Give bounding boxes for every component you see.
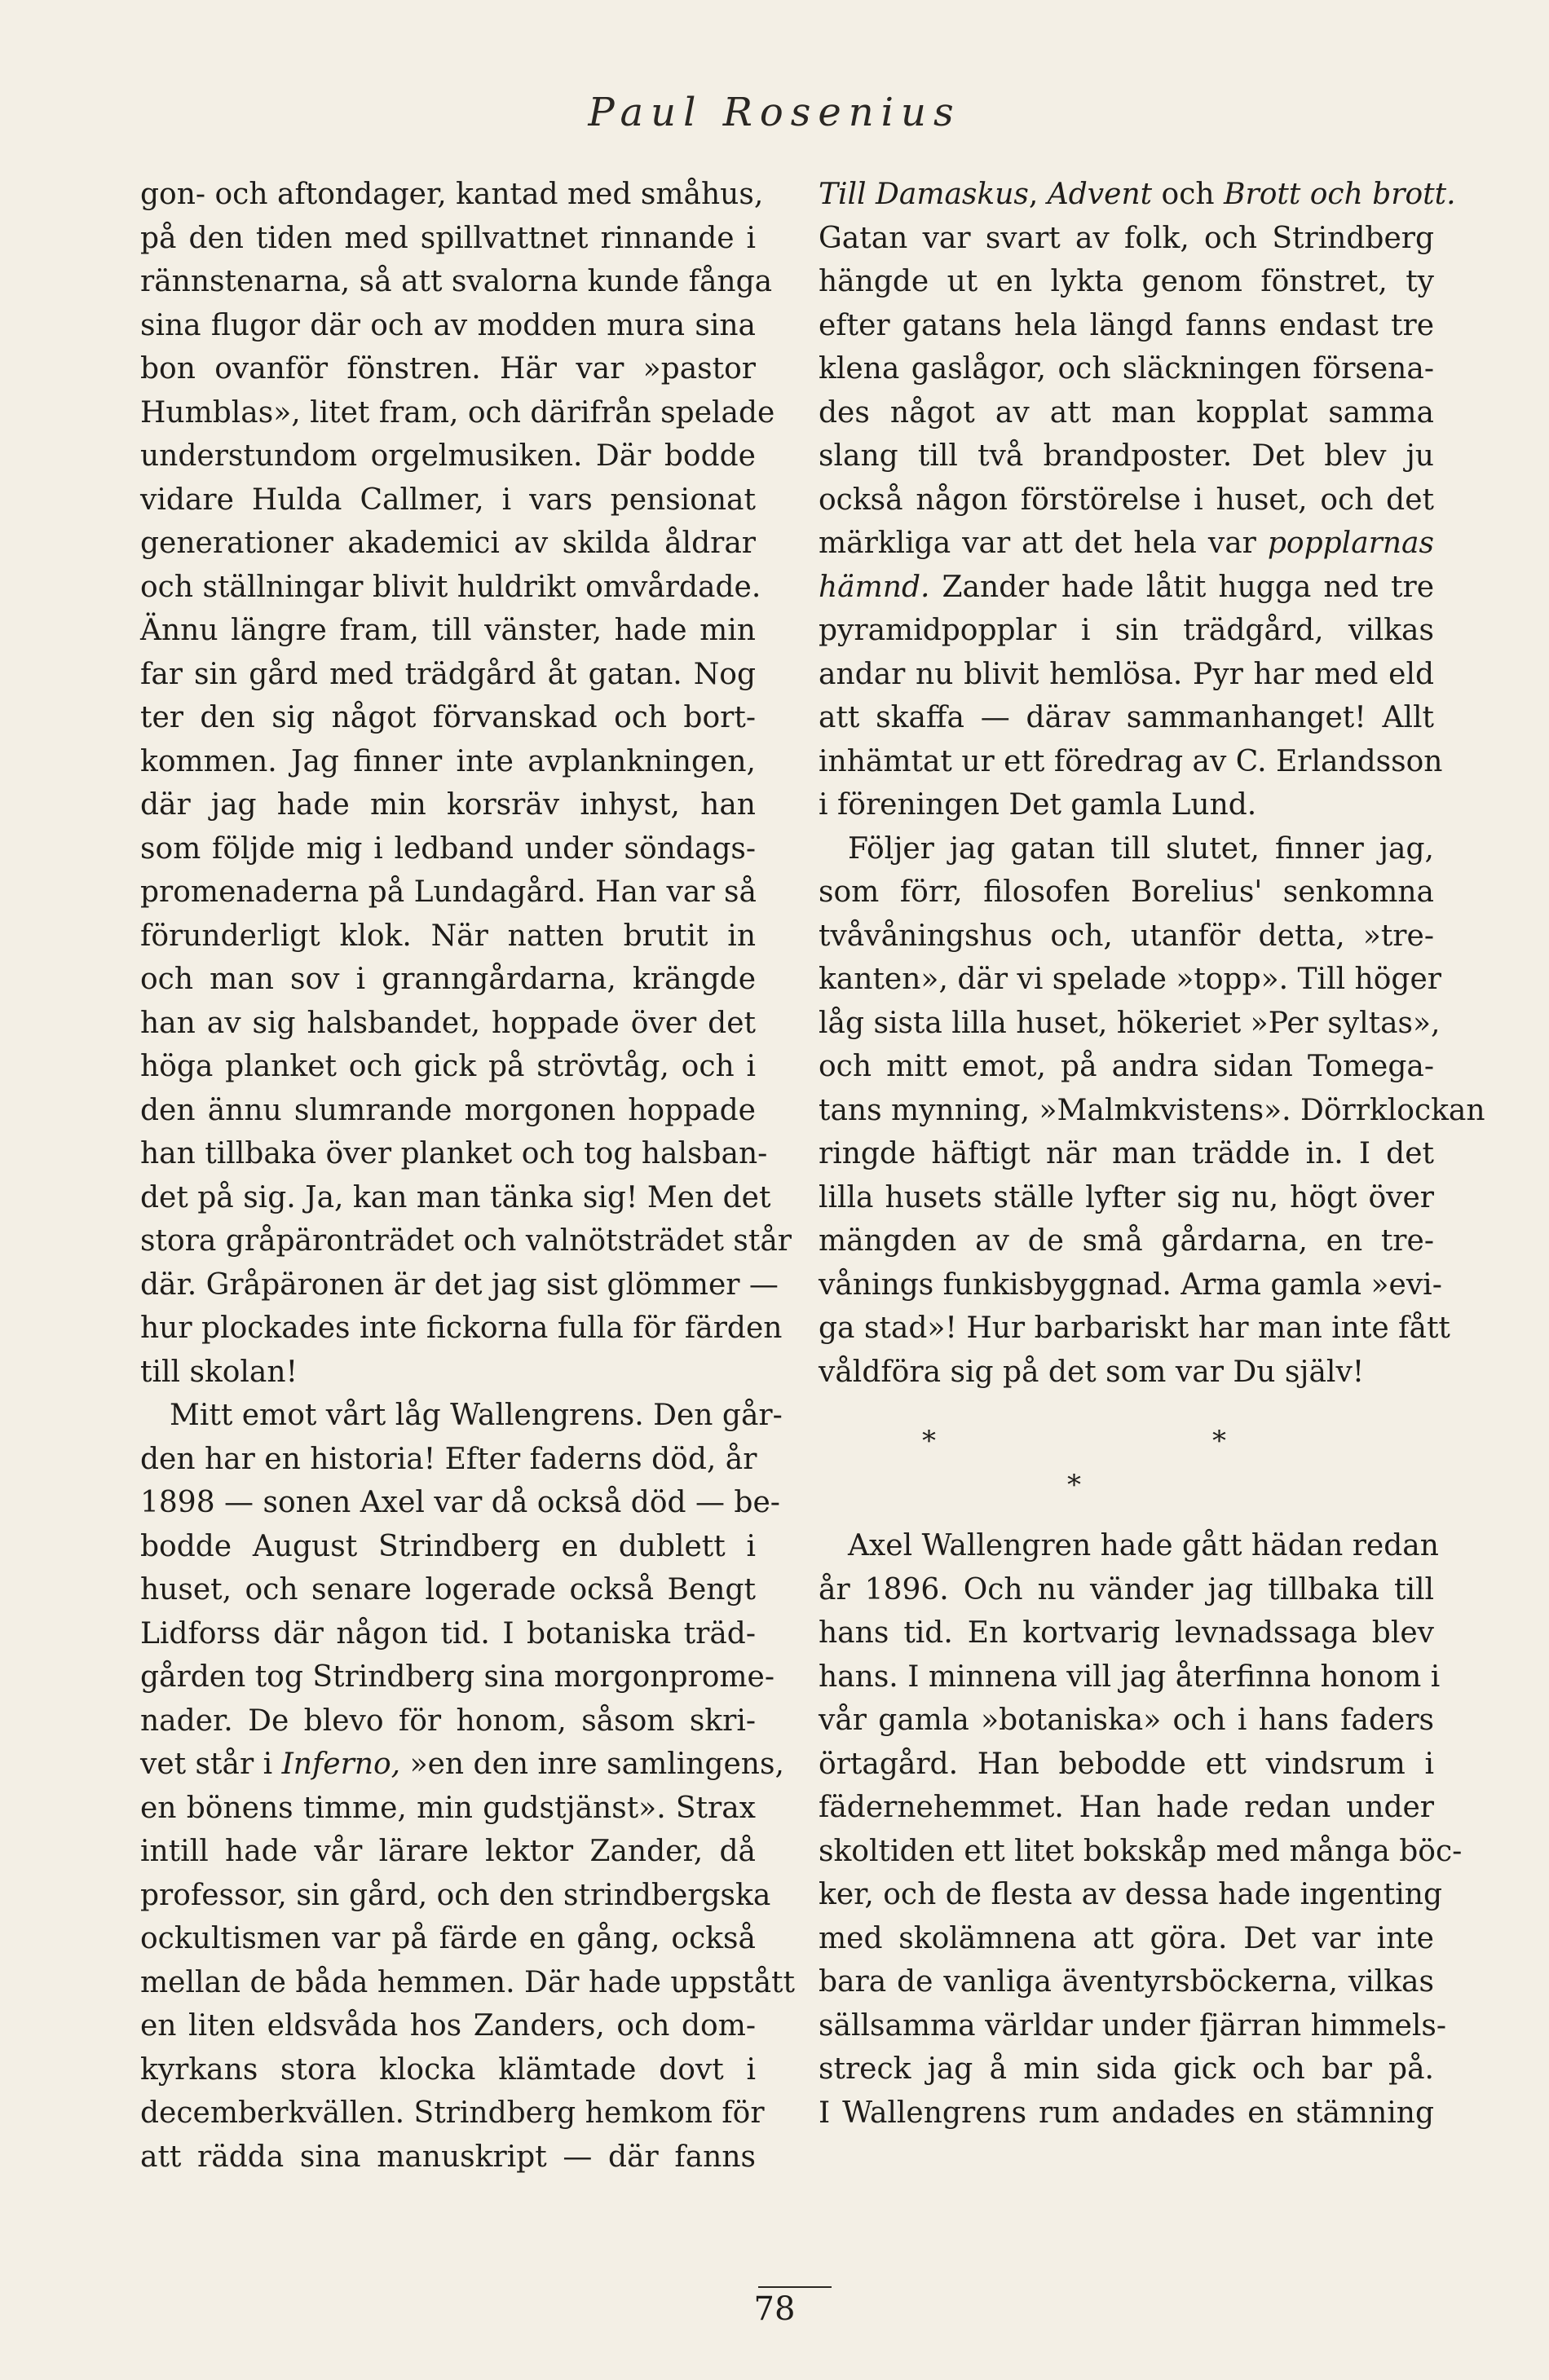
text-line: nader. De blevo för honom, såsom skri- [140, 1703, 756, 1738]
text-line: Axel Wallengren hade gått hädan redan [848, 1529, 1439, 1562]
text-line: professor, sin gård, och den strindbergska [140, 1878, 771, 1912]
text-line: år 1896. Och nu vänder jag tillbaka till [819, 1572, 1434, 1606]
section-break-asterisk: * [1212, 1425, 1226, 1457]
text-line: en liten eldsvåda hos Zanders, och dom- [140, 2009, 756, 2043]
text-line: kanten», där vi spelade »topp». Till höger [819, 963, 1441, 996]
text-line: han tillbaka över planket och tog halsban- [140, 1137, 768, 1170]
text-line: förunderligt klok. När natten brutit in [140, 919, 756, 953]
text-line: des något av att man kopplat samma [819, 395, 1434, 430]
text-line: ter den sig något förvanskad och bort- [140, 701, 756, 734]
text-segment: och [1152, 178, 1225, 211]
text-line: streck jag å min sida gick och bar på. [819, 2052, 1434, 2086]
text-line: Gatan var svart av folk, och Strindberg [819, 221, 1434, 255]
text-segment: , [1028, 178, 1048, 211]
text-line: intill hade vår lärare lektor Zander, då [140, 1835, 756, 1868]
text-line: I Wallengrens rum andades en stämning [819, 2096, 1434, 2130]
text-line [819, 566, 1434, 610]
section-break-asterisk: * [1067, 1469, 1081, 1501]
text-line: rännstenarna, så att svalorna kunde fånga [140, 265, 773, 298]
text-line: där jag hade min korsräv inhyst, han [140, 788, 756, 822]
text-line: där. Gråpäronen är det jag sist glömmer — [140, 1267, 779, 1302]
text-line: gon- och aftondager, kantad med småhus, [140, 178, 764, 211]
text-line: 1898 — sonen Axel var då också död — be- [140, 1486, 780, 1519]
text-line: far sin gård med trädgård åt gatan. Nog [140, 657, 756, 691]
text-line: kommen. Jag finner inte avplankningen, [140, 744, 756, 778]
text-line: hans. I minnena vill jag återfinna honom i [819, 1659, 1441, 1694]
text-line: pyramidpopplar i sin trädgård, vilkas [819, 614, 1434, 647]
right-column [819, 173, 1485, 2135]
text-segment: vet står i [140, 1748, 282, 1781]
text-line: sällsamma världar under fjärran himmels- [819, 2008, 1447, 2043]
text-segment: »en den inre samlingens, [400, 1748, 784, 1781]
text-line: Humblas», litet fram, och därifrån spelade [140, 395, 775, 430]
text-line: bon ovanför fönstren. Här var »pastor [140, 352, 756, 386]
right-column-bottom [819, 1524, 1463, 2135]
text-line: decemberkvällen. Strindberg hemkom för [140, 2096, 765, 2130]
text-line: gården tog Strindberg sina morgonprome- [140, 1660, 774, 1694]
text-line: den ännu slumrande morgonen hoppade [140, 1093, 756, 1127]
text-line: mellan de båda hemmen. Där hade uppstått [140, 1965, 795, 1999]
section-break [819, 1394, 1434, 1524]
text-line [140, 1743, 784, 1787]
text-line: som förr, filosofen Borelius' senkomna [819, 875, 1434, 909]
text-line: och mitt emot, på andra sidan Tomega- [819, 1050, 1434, 1083]
text-line: örtagård. Han bebodde ett vindsrum i [819, 1747, 1434, 1781]
text-line: skoltiden ett litet bokskåp med många böc- [819, 1834, 1463, 1868]
text-line: klena gaslågor, och släckningen försena- [819, 352, 1434, 386]
text-line: huset, och senare logerade också Bengt [140, 1573, 756, 1606]
text-line: Lidforss där någon tid. I botaniska träd- [140, 1616, 756, 1651]
text-line: hängde ut en lykta genom fönstret, ty [819, 265, 1434, 298]
text-line: som följde mig i ledband under söndags- [140, 831, 756, 866]
running-head: Paul Rosenius [588, 90, 961, 135]
text-line: mängden av de små gårdarna, en tre- [819, 1224, 1434, 1258]
text-line: lilla husets ställe lyfter sig nu, högt över [819, 1180, 1434, 1214]
text-line: att rädda sina manuskript — där fanns [140, 2140, 756, 2174]
text-line: kyrkans stora klocka klämtade dovt i [140, 2052, 756, 2087]
text-line: sina flugor där och av modden mura sina [140, 308, 756, 342]
page-number-rule [758, 2286, 832, 2288]
text-line: till skolan! [140, 1355, 298, 1389]
text-line: andar nu blivit hemlösa. Pyr har med eld [819, 657, 1434, 691]
text-line: fädernehemmet. Han hade redan under [819, 1791, 1434, 1824]
text-line: vår gamla »botaniska» och i hans faders [819, 1703, 1434, 1737]
text-line: bara de vanliga äventyrsböckerna, vilkas [819, 1965, 1434, 1999]
text-line [819, 173, 1456, 217]
text-line: tans mynning, »Malmkvistens». Dörrklockan [819, 1093, 1485, 1127]
text-line: vånings funkisbyggnad. Arma gamla »evi- [819, 1267, 1442, 1302]
text-line: ockultismen var på färde en gång, också [140, 1922, 756, 1955]
left-column [140, 173, 795, 2179]
text-line: bodde August Strindberg en dublett i [140, 1529, 756, 1563]
text-line: hans tid. En kortvarig levnadssaga blev [819, 1616, 1434, 1650]
text-line: stora gråpäronträdet och valnötsträdet står [140, 1224, 792, 1258]
italic-title: Brott och brott. [1224, 178, 1456, 211]
text-line: hur plockades inte fickorna fulla för färden [140, 1311, 783, 1345]
text-line: också någon förstörelse i huset, och det [819, 483, 1434, 517]
text-line: att skaffa — därav sammanhanget! Allt [819, 701, 1434, 734]
page-number: 78 [753, 2290, 796, 2328]
text-line: ker, och de flesta av dessa hade ingenting [819, 1878, 1443, 1911]
text-line: han av sig halsbandet, hoppade över det [140, 1006, 756, 1040]
text-line: efter gatans hela längd fanns endast tre [819, 308, 1434, 342]
text-line: den har en historia! Efter faderns död, år [140, 1442, 757, 1476]
text-line [819, 522, 1434, 566]
italic-title: Advent [1047, 178, 1153, 211]
text-line: på den tiden med spillvattnet rinnande i [140, 221, 756, 255]
section-break-asterisk: * [922, 1425, 936, 1457]
text-line: det på sig. Ja, kan man tänka sig! Men det [140, 1180, 771, 1214]
text-line: höga planket och gick på strövtåg, och i [140, 1050, 756, 1083]
text-segment: märkliga var att det hela var [819, 527, 1268, 560]
italic-text: popplarnas [1267, 527, 1434, 560]
text-line: och ställningar blivit huldrikt omvårdade. [140, 570, 761, 604]
text-line: ga stad»! Hur barbariskt har man inte fått [819, 1311, 1450, 1345]
text-line: med skolämnena att göra. Det var inte [819, 1921, 1434, 1955]
text-line: Följer jag gatan till slutet, finner jag, [848, 831, 1434, 866]
text-line: i föreningen Det gamla Lund. [819, 788, 1257, 822]
text-line: Ännu längre fram, till vänster, hade min [140, 614, 756, 647]
text-line: promenaderna på Lundagård. Han var så [140, 875, 757, 909]
text-line: tvåvåningshus och, utanför detta, »tre- [819, 919, 1434, 953]
italic-title: Till Damaskus [819, 178, 1029, 211]
text-line: låg sista lilla huset, hökeriet »Per syltas», [819, 1006, 1441, 1040]
italic-text: hämnd. [819, 570, 930, 604]
text-segment: Zander hade låtit hugga ned tre [929, 570, 1434, 604]
text-line: vidare Hulda Callmer, i vars pensionat [140, 483, 756, 517]
right-column-top [819, 173, 1485, 1394]
text-line: en bönens timme, min gudstjänst». Strax [140, 1791, 756, 1825]
italic-text: Inferno, [281, 1748, 401, 1781]
text-line: generationer akademici av skilda åldrar [140, 527, 756, 560]
text-line: och man sov i granngårdarna, krängde [140, 963, 756, 996]
text-line: våldföra sig på det som var Du själv! [819, 1355, 1365, 1389]
text-line: Mitt emot vårt låg Wallengrens. Den går- [170, 1399, 783, 1432]
text-line: understundom orgelmusiken. Där bodde [140, 439, 756, 473]
text-line: ringde häftigt när man trädde in. I det [819, 1137, 1434, 1170]
text-line: slang till två brandposter. Det blev ju [819, 439, 1434, 473]
text-line: inhämtat ur ett föredrag av C. Erlandsson [819, 744, 1443, 778]
